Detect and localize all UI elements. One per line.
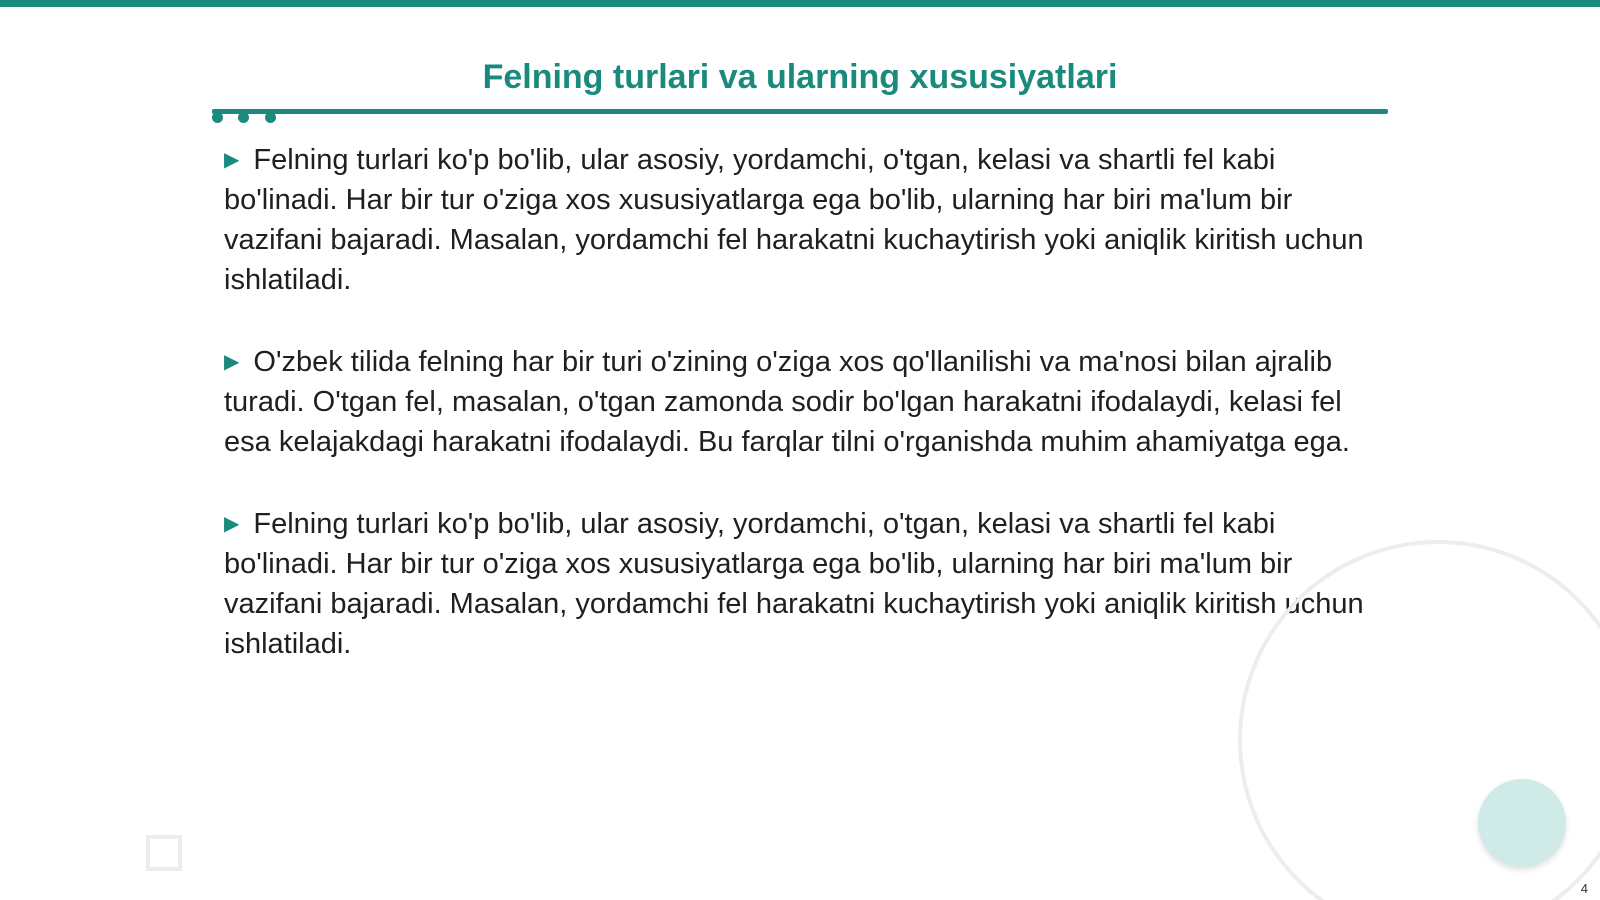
decorative-circle [1478,779,1566,867]
slide-title: Felning turlari va ularning xususiyatlari [482,58,1118,96]
bullet-paragraph [224,504,1374,664]
decorative-dot [212,112,223,123]
page-number: 4 [1580,881,1588,896]
bullet-paragraph [224,140,1374,300]
decorative-dot [265,112,276,123]
triangle-bullet-icon: ▶ [224,513,240,535]
decorative-square [146,835,182,871]
bullet-paragraph [224,342,1374,462]
triangle-bullet-icon: ▶ [224,149,240,171]
decorative-dot [238,112,249,123]
title-underline [212,109,1388,114]
paragraph-text: Felning turlari ko'p bo'lib, ular asosiy, yordamchi, o'tgan, kelasi va shartli fel kabi bo'linadi. Har bir tur o'ziga xos xususiyatlarga ega bo'lib, ularning har biri ma'lum bir vazifani bajaradi. Masalan, yordamchi fel harakatni kuchaytirish yoki aniqlik kiritish uchun ishlatiladi. [224,144,1364,296]
top-accent-bar [0,0,1600,7]
paragraph-text: Felning turlari ko'p bo'lib, ular asosiy, yordamchi, o'tgan, kelasi va shartli fel kabi bo'linadi. Har bir tur o'ziga xos xususiyatlarga ega bo'lib, ularning har biri ma'lum bir vazifani bajaradi. Masalan, yordamchi fel harakatni kuchaytirish yoki aniqlik kiritish uchun ishlatiladi. [224,508,1364,660]
paragraph-text: O'zbek tilida felning har bir turi o'zining o'ziga xos qo'llanilishi va ma'nosi bilan ajralib turadi. O'tgan fel, masalan, o'tgan zamonda sodir bo'lgan harakatni ifodalaydi, kelasi fel esa kelajakdagi harakatni ifodalaydi. Bu farqlar tilni o'rganishda muhim ahamiyatga ega. [224,346,1350,458]
slide-body [224,140,1374,706]
triangle-bullet-icon: ▶ [224,351,240,373]
